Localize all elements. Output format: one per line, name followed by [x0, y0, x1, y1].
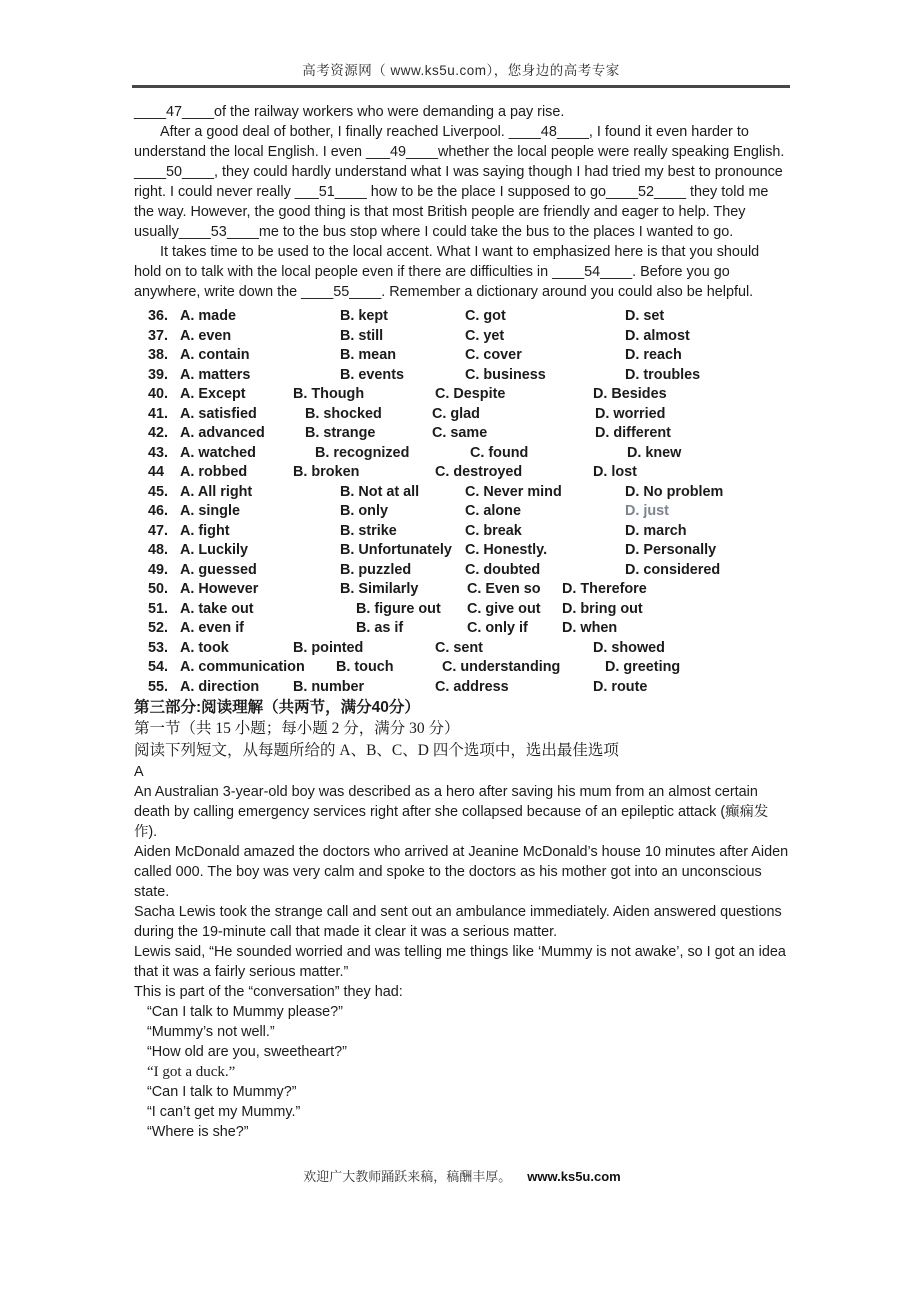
header-divider — [132, 85, 790, 88]
reading-passage — [134, 782, 790, 1002]
option-b: B. as if — [356, 620, 404, 636]
question-number: 44 — [148, 464, 165, 480]
option-c: C. Even so — [467, 581, 541, 597]
option-b: B. number — [293, 678, 365, 695]
option-row-45 — [134, 483, 790, 503]
question-number: 42. — [148, 425, 169, 441]
option-c: C. understanding — [442, 659, 561, 675]
question-number: 55. — [148, 678, 169, 695]
option-row-40 — [134, 385, 790, 405]
option-d: D. just — [625, 503, 669, 519]
passage-paragraph-3: Sacha Lewis took the strange call and sent out an ambulance immediately. Aiden answered questions during the 19-minute call that made it clear it was a serious matter. — [134, 904, 782, 940]
dialogue-line-1: “Can I talk to Mummy please?” — [147, 1004, 343, 1020]
option-row-36 — [134, 307, 790, 327]
option-d: D. showed — [593, 639, 665, 656]
question-number: 50. — [148, 581, 169, 597]
question-number: 37. — [148, 327, 169, 344]
option-a: A. took — [180, 639, 229, 656]
question-number: 51. — [148, 600, 169, 617]
option-row-41 — [134, 405, 790, 425]
passage-paragraph-4: Lewis said, “He sounded worried and was telling me things like ‘Mummy is not awake’, so I got an idea that it was a fairly serious matter.” — [134, 944, 786, 980]
passage-paragraph-2: Aiden McDonald amazed the doctors who arrived at Jeanine McDonald’s house 10 minutes after Aiden called 000. The boy was very calm and spoke to the doctors as his mother got into an unconscious state. — [134, 844, 789, 900]
reading-instructions: 阅读下列短文，从每题所给的 A、B、C、D 四个选项中，选出最佳选项 — [134, 742, 619, 759]
option-d: D. reach — [625, 347, 682, 363]
option-c: C. Honestly. — [465, 542, 548, 558]
passage-paragraph-1: An Australian 3-year-old boy was described as a hero after saving his mum from an almost certain death by calling emergency services right after she collapsed because of an epileptic attack (癫痫发作). — [134, 784, 769, 840]
option-row-55 — [134, 678, 790, 698]
option-d: D. greeting — [605, 659, 681, 675]
dialogue-line-6: “I can’t get my Mummy.” — [147, 1104, 301, 1120]
option-c: C. alone — [465, 503, 521, 519]
option-b: B. recognized — [315, 444, 410, 461]
option-b: B. strange — [305, 425, 376, 441]
question-number: 38. — [148, 347, 169, 363]
option-row-46 — [134, 502, 790, 522]
option-d: D. different — [595, 425, 671, 441]
option-c: C. found — [470, 444, 529, 461]
option-d: D. No problem — [625, 483, 724, 500]
option-b: B. only — [340, 503, 388, 519]
option-b: B. broken — [293, 464, 360, 480]
footer-notice: 欢迎广大教师踊跃来稿，稿酬丰厚。 — [303, 1169, 512, 1184]
option-row-49 — [134, 561, 790, 581]
section-three-title: 第三部分:阅读理解（共两节，满分40分） — [134, 699, 420, 716]
option-c: C. cover — [465, 347, 522, 363]
option-a: A. made — [180, 308, 236, 324]
option-b: B. pointed — [293, 639, 364, 656]
option-row-38 — [134, 346, 790, 366]
dialogue-line-5: “Can I talk to Mummy?” — [147, 1084, 297, 1100]
question-number: 43. — [148, 444, 169, 461]
option-d: D. worried — [595, 405, 666, 422]
option-a: A. even — [180, 327, 232, 344]
page-footer — [134, 1166, 790, 1185]
option-b: B. Though — [293, 386, 365, 402]
question-number: 40. — [148, 386, 169, 402]
option-c: C. break — [465, 522, 522, 539]
option-row-48 — [134, 541, 790, 561]
option-d: D. troubles — [625, 366, 701, 383]
option-b: B. figure out — [356, 600, 441, 617]
question-number: 46. — [148, 503, 169, 519]
option-d: D. knew — [627, 444, 682, 461]
question-number: 39. — [148, 366, 169, 383]
option-row-42 — [134, 424, 790, 444]
option-a: A. satisfied — [180, 405, 257, 422]
option-b: B. Unfortunately — [340, 542, 452, 558]
option-b: B. puzzled — [340, 561, 412, 578]
option-a: A. contain — [180, 347, 250, 363]
option-a: A. direction — [180, 678, 260, 695]
site-banner: 高考资源网（ www.ks5u.com），您身边的高考专家 — [302, 63, 620, 78]
question-number: 47. — [148, 522, 169, 539]
option-b: B. kept — [340, 308, 388, 324]
option-d: D. considered — [625, 561, 721, 578]
option-row-53 — [134, 639, 790, 659]
option-a: A. even if — [180, 620, 244, 636]
option-d: D. bring out — [562, 600, 643, 617]
option-a: A. matters — [180, 366, 251, 383]
dialogue-line-7: “Where is she?” — [147, 1124, 249, 1140]
option-a: A. All right — [180, 483, 253, 500]
option-row-51 — [134, 600, 790, 620]
question-number: 52. — [148, 620, 169, 636]
page-body — [134, 102, 790, 1142]
option-c: C. yet — [465, 327, 505, 344]
option-b: B. events — [340, 366, 404, 383]
option-c: C. glad — [432, 405, 480, 422]
option-d: D. Personally — [625, 542, 717, 558]
section-one-subtitle: 第一节（共 15 小题；每小题 2 分，满分 30 分） — [134, 720, 460, 737]
question-number: 49. — [148, 561, 169, 578]
passage-paragraph-5: This is part of the “conversation” they had: — [134, 984, 403, 1000]
option-a: A. However — [180, 581, 259, 597]
option-c: C. sent — [435, 639, 483, 656]
option-a: A. fight — [180, 522, 230, 539]
option-c: C. address — [435, 678, 509, 695]
option-b: B. shocked — [305, 405, 382, 422]
option-a: A. guessed — [180, 561, 257, 578]
question-number: 45. — [148, 483, 169, 500]
option-row-44 — [134, 463, 790, 483]
cloze-paragraph-3: It takes time to be used to the local accent. What I want to emphasized here is that you should hold on to talk with the local people even if there are difficulties in ____54____. Before you go anywhere, write down the ____55____. Remember a dictionary around you could also be helpful. — [134, 244, 760, 300]
option-row-50 — [134, 580, 790, 600]
option-d: D. lost — [593, 464, 637, 480]
option-d: D. set — [625, 308, 665, 324]
option-a: A. Luckily — [180, 542, 248, 558]
passage-label: A — [134, 764, 144, 780]
option-d: D. when — [562, 620, 618, 636]
option-a: A. single — [180, 503, 240, 519]
dialogue-line-2: “Mummy’s not well.” — [147, 1024, 275, 1040]
cloze-paragraph-2: After a good deal of bother, I finally reached Liverpool. ____48____, I found it even harder to understand the local English. I even ___49____whether the local people were really speaking English. ____50____, they could hardly understand what I was saying though I had tried my best to pronounce right. I could never really ___51____ how to be the place I supposed to go____52____ they told me the way. However, the good thing is that most British people are friendly and eager to help. They usually____53____me to the bus stop where I could take the bus to the places I wanted to go. — [134, 124, 785, 240]
cloze-line-47: ____47____of the railway workers who were demanding a pay rise. — [134, 104, 565, 120]
option-d: D. route — [593, 678, 648, 695]
option-a: A. watched — [180, 444, 256, 461]
option-d: D. march — [625, 522, 687, 539]
option-b: B. still — [340, 327, 384, 344]
option-c: C. doubted — [465, 561, 541, 578]
dialogue-line-4: “I got a duck.” — [147, 1064, 236, 1080]
cloze-options-list — [134, 307, 790, 697]
option-c: C. business — [465, 366, 546, 383]
option-b: B. strike — [340, 522, 397, 539]
option-row-47 — [134, 522, 790, 542]
option-c: C. Despite — [435, 386, 506, 402]
option-a: A. advanced — [180, 425, 265, 441]
option-row-39 — [134, 366, 790, 386]
option-a: A. communication — [180, 659, 305, 675]
dialogue-line-3: “How old are you, sweetheart?” — [147, 1044, 347, 1060]
option-a: A. robbed — [180, 464, 248, 480]
option-row-37 — [134, 327, 790, 347]
question-number: 48. — [148, 542, 169, 558]
question-number: 41. — [148, 405, 169, 422]
option-c: C. give out — [467, 600, 541, 617]
footer-site-url: www.ks5u.com — [527, 1169, 621, 1184]
option-b: B. Similarly — [340, 581, 419, 597]
option-d: D. Besides — [593, 386, 667, 402]
option-b: B. mean — [340, 347, 396, 363]
option-row-43 — [134, 444, 790, 464]
option-c: C. only if — [467, 620, 528, 636]
question-number: 36. — [148, 308, 169, 324]
option-row-52 — [134, 619, 790, 639]
option-b: B. Not at all — [340, 483, 420, 500]
option-c: C. got — [465, 308, 506, 324]
page-header — [132, 0, 790, 88]
question-number: 53. — [148, 639, 169, 656]
option-row-54 — [134, 658, 790, 678]
option-c: C. Never mind — [465, 483, 562, 500]
option-d: D. almost — [625, 327, 690, 344]
option-c: C. destroyed — [435, 464, 523, 480]
option-b: B. touch — [336, 659, 394, 675]
option-a: A. Except — [180, 386, 246, 402]
option-c: C. same — [432, 425, 488, 441]
option-a: A. take out — [180, 600, 254, 617]
dialogue-block — [134, 1002, 790, 1142]
question-number: 54. — [148, 659, 169, 675]
option-d: D. Therefore — [562, 581, 647, 597]
